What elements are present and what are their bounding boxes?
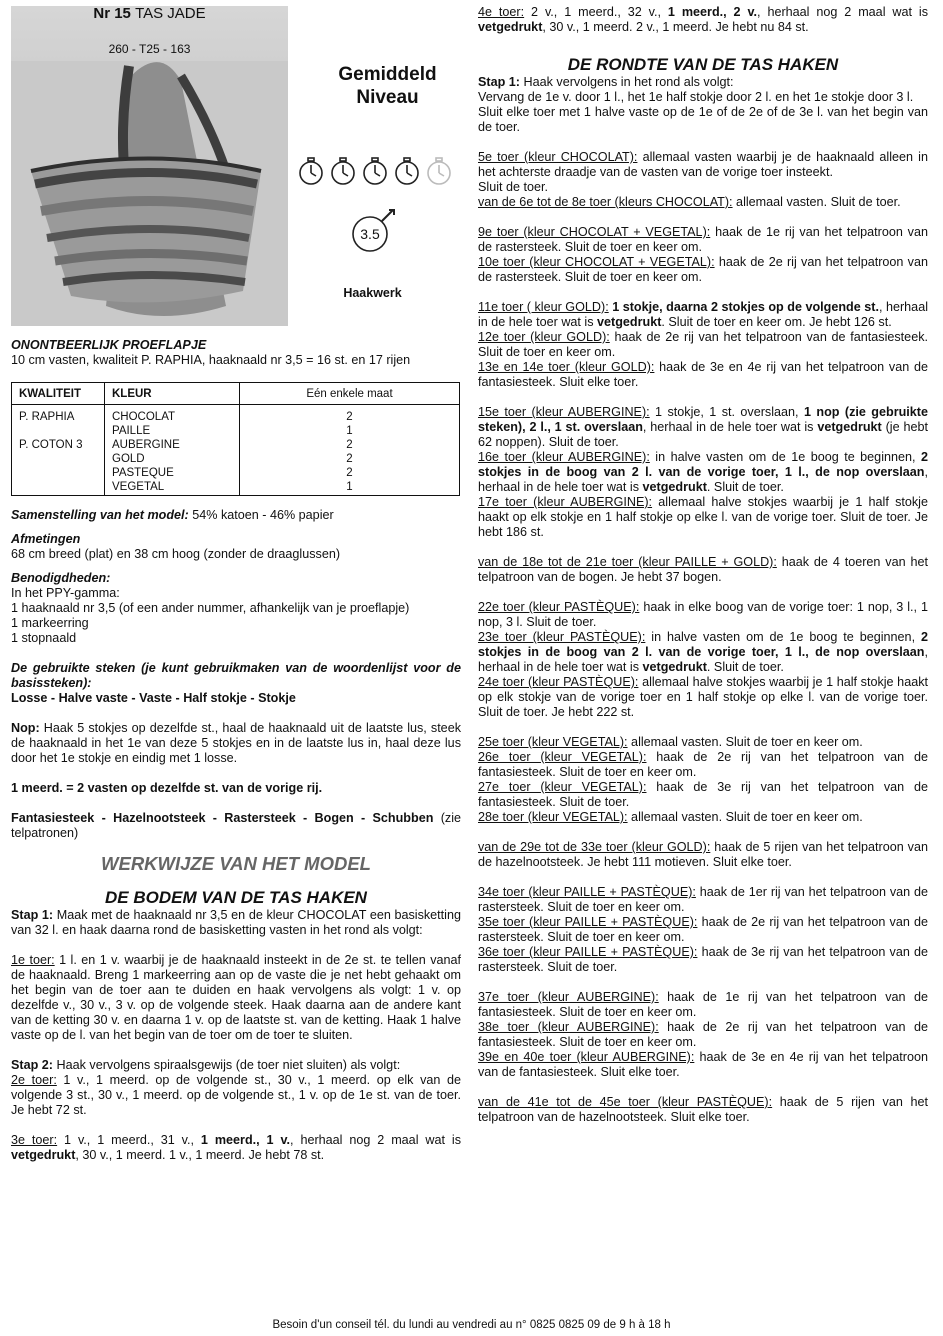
table-cell	[12, 452, 105, 466]
crochet-hook-icon	[349, 207, 397, 255]
stopwatch-icon	[364, 158, 386, 184]
dimensions-heading: Afmetingen	[11, 532, 81, 546]
bottom-round2: 2e toer: 1 v., 1 meerd. op de volgende st., 30 v., 1 meerd. op elk van de volgende 3 st., 30 v., 1 meerd. op de volgende st., 1 v. op de 1e st. van de toer. Je hebt 72 st.	[11, 1073, 461, 1117]
round-24: 24e toer (kleur PASTÈQUE): allemaal halve stokjes waarbij je 1 half stokje haakt op elk stokje van de vorige toer en 1 half stokje op elke l. van de vorige toer. Sluit de toer. Je hebt 222 st.	[478, 675, 928, 719]
round-37: 37e toer (kleur AUBERGINE): haak de 1e rij van het telpatroon van de fantasiesteek. Sluit de toer en keer om.	[478, 990, 928, 1019]
body-step1-line2: Vervang de 1e v. door 1 l., het 1e half stokje door 2 l. en het 1e stokje door 3 l.	[478, 90, 914, 104]
difficulty-line1: Gemiddeld	[338, 64, 437, 85]
round-22: 22e toer (kleur PASTÈQUE): haak in elke boog van de vorige toer: 1 nop, 3 l., 1 nop, 3 l. Sluit de toer.	[478, 600, 928, 629]
stitches-heading: De gebruikte steken (je kunt gebruikmaken van de woordenlijst voor de basissteken):	[11, 661, 461, 690]
table-cell: CHOCOLAT	[105, 405, 240, 425]
round-25: 25e toer (kleur VEGETAL): allemaal vasten. Sluit de toer en keer om.	[478, 735, 863, 749]
round-16: 16e toer (kleur AUBERGINE): in halve vasten om de 1e boog te beginnen, 2 stokjes in de boog van 2 l. van de vorige toer, 1 l., de nop overslaan, herhaal in de hele toer wat is vetgedrukt. Sluit de toer.	[478, 450, 928, 494]
difficulty-line2: Niveau	[356, 87, 419, 108]
table-cell: VEGETAL	[105, 480, 240, 496]
product-photo	[11, 6, 288, 326]
table-cell: P. COTON 3	[12, 438, 105, 452]
technique-label: Haakwerk	[343, 286, 402, 300]
round-38: 38e toer (kleur AUBERGINE): haak de 2e rij van het telpatroon van de fantasiesteek. Sluit de toer en keer om.	[478, 1020, 928, 1049]
round-10: 10e toer (kleur CHOCOLAT + VEGETAL): haak de 2e rij van het telpatroon van de rastersteek. Sluit de toer en keer om.	[478, 255, 928, 284]
table-cell: PASTEQUE	[105, 466, 240, 480]
round-17: 17e toer (kleur AUBERGINE): allemaal halve stokjes waarbij je 1 half stokje haakt op elk stokje en 1 half stokje op elke l. van de vorige toer. Sluit de toer. Je hebt 186 st.	[478, 495, 928, 539]
pattern-reference: 260 - T25 - 163	[108, 42, 191, 56]
round-12: 12e toer (kleur GOLD): haak de 2e rij van het telpatroon van de fantasiesteek. Sluit de toer en keer om.	[478, 330, 928, 359]
table-header-cell: KLEUR	[105, 383, 240, 405]
table-cell: AUBERGINE	[105, 438, 240, 452]
round-18-21: van de 18e tot de 21e toer (kleur PAILLE + GOLD): haak de 4 toeren van het telpatroon van de bogen. Je hebt 37 bogen.	[478, 555, 928, 584]
stopwatch-icon	[300, 158, 322, 184]
table-header-cell: KWALITEIT	[12, 383, 105, 405]
pattern-stitches: Fantasiesteek - Hazelnootsteek - Rastersteek - Bogen - Schubben (zie telpatronen)	[11, 811, 461, 840]
pattern-title: Nr 15 TAS JADE	[93, 6, 206, 22]
round-6-8: van de 6e tot de 8e toer (kleurs CHOCOLAT): allemaal vasten. Sluit de toer.	[478, 195, 901, 209]
increase-definition: 1 meerd. = 2 vasten op dezelfde st. van de vorige rij.	[11, 781, 323, 795]
materials-heading: Benodigdheden:	[11, 571, 111, 585]
round-41-45: van de 41e tot de 45e toer (kleur PASTÈQUE): haak de 5 rijen van het telpatroon van de hazelnootsteek. Sluit elke toer.	[478, 1095, 928, 1124]
materials-line: In het PPY-gamma:	[11, 586, 120, 600]
table-cell: 2	[240, 438, 460, 452]
table-cell: GOLD	[105, 452, 240, 466]
table-cell	[12, 480, 105, 496]
table-cell: 2	[240, 405, 460, 425]
stitches-list: Losse - Halve vaste - Vaste - Half stokje - Stokje	[11, 691, 296, 705]
yarn-table	[11, 382, 460, 496]
right-column	[478, 5, 928, 1125]
yarn-table-header	[12, 383, 460, 405]
materials-line: 1 markeerring	[11, 616, 89, 630]
bottom-step1: Stap 1: Maak met de haaknaald nr 3,5 en de kleur CHOCOLAT een basisketting van 32 l. en haak daarna rond de basisketting vasten in het rond als volgt:	[11, 908, 461, 937]
round-34: 34e toer (kleur PAILLE + PASTÈQUE): haak de 1er rij van het telpatroon van de rastersteek. Sluit de toer en keer om.	[478, 885, 928, 914]
table-cell: 1	[240, 480, 460, 496]
round-9: 9e toer (kleur CHOCOLAT + VEGETAL): haak de 1e rij van het telpatroon van de rastersteek. Sluit de toer en keer om.	[478, 225, 928, 254]
bottom-heading: DE BODEM VAN DE TAS HAKEN	[105, 888, 367, 907]
difficulty-level	[300, 63, 475, 109]
body-step1-line3: Sluit elke toer met 1 halve vaste op de 1e of de 2e of de 3e l. van het begin van de toer.	[478, 105, 928, 134]
bottom-round4: 4e toer: 2 v., 1 meerd., 32 v., 1 meerd., 2 v., herhaal nog 2 maal wat is vetgedrukt, 30 v., 1 meerd. 2 v., 1 meerd. Je hebt nu 84 st.	[478, 5, 928, 34]
gauge-text: 10 cm vasten, kwaliteit P. RAPHIA, haaknaald nr 3,5 = 16 st. en 17 rijen	[11, 353, 411, 367]
materials-line: 1 haaknaald nr 3,5 (of een ander nummer, afhankelijk van je proeflapje)	[11, 601, 410, 615]
round-15: 15e toer (kleur AUBERGINE): 1 stokje, 1 st. overslaan, 1 nop (zie gebruikte steken), 2 l., 1 st. overslaan, herhaal in de hele toer wat is vetgedrukt (je hebt 62 noppen). Sluit de toer.	[478, 405, 928, 449]
round-23: 23e toer (kleur PASTÈQUE): in halve vasten om de 1e boog te beginnen, 2 stokjes in de boog van 2 l. van de vorige toer, 1 l., de nop overslaan, herhaal in de hele toer wat is vetgedrukt. Sluit de toer.	[478, 630, 929, 674]
round-5-close: Sluit de toer.	[478, 180, 549, 194]
body-heading: DE RONDTE VAN DE TAS HAKEN	[567, 55, 839, 74]
round-28: 28e toer (kleur VEGETAL): allemaal vasten. Sluit de toer en keer om.	[478, 810, 863, 824]
round-5: 5e toer (kleur CHOCOLAT): allemaal vasten waarbij je de haaknaald alleen in het achterste draadje van de vasten van de vorige toer insteekt.	[478, 150, 928, 179]
table-cell: PAILLE	[105, 424, 240, 438]
stopwatch-icon-inactive	[428, 158, 450, 184]
left-column	[11, 338, 461, 1163]
table-row	[12, 452, 460, 466]
round-35: 35e toer (kleur PAILLE + PASTÈQUE): haak de 2e rij van het telpatroon van de rastersteek. Sluit de toer en keer om.	[478, 915, 929, 944]
stopwatch-icon	[396, 158, 418, 184]
table-row	[12, 424, 460, 438]
table-header-cell: Eén enkele maat	[240, 383, 460, 405]
nop-definition: Nop: Haak 5 stokjes op dezelfde st., haal de haaknaald uit de laatste lus, steek de haaknaald in het 1e van deze 5 stokjes en in de laatste lus in, haal deze lus door het 1e stokje en eindig met 1 losse.	[11, 721, 461, 765]
table-row	[12, 405, 460, 425]
difficulty-stopwatch-icons	[297, 155, 457, 187]
table-cell: 2	[240, 466, 460, 480]
round-26: 26e toer (kleur VEGETAL): haak de 2e rij van het telpatroon van de fantasiesteek. Sluit de toer en keer om.	[478, 750, 928, 779]
bottom-round3: 3e toer: 1 v., 1 meerd., 31 v., 1 meerd., 1 v., herhaal nog 2 maal wat is vetgedrukt, 30 v., 1 meerd. 1 v., 1 meerd. Je hebt 78 st.	[11, 1133, 461, 1162]
composition: Samenstelling van het model: 54% katoen - 46% papier	[11, 508, 334, 522]
table-cell	[12, 424, 105, 438]
materials-line: 1 stopnaald	[11, 631, 77, 645]
body-step1: Stap 1: Haak vervolgens in het rond als volgt:	[478, 75, 734, 89]
table-cell: P. RAPHIA	[12, 405, 105, 425]
table-cell: 2	[240, 452, 460, 466]
table-row	[12, 466, 460, 480]
footer-contact: Besoin d'un conseil tél. du lundi au vendredi au n° 0825 0825 09 de 9 h à 18 h	[272, 1319, 671, 1331]
round-27: 27e toer (kleur VEGETAL): haak de 3e rij van het telpatroon van de fantasiesteek. Sluit de toer.	[478, 780, 928, 809]
hook-size: 3.5	[360, 226, 380, 242]
round-39-40: 39e en 40e toer (kleur AUBERGINE): haak de 3e en 4e rij van het telpatroon van de fantasiesteek. Sluit elke toer.	[478, 1050, 928, 1079]
table-row	[12, 480, 460, 496]
round-13-14: 13e en 14e toer (kleur GOLD): haak de 3e en 4e rij van het telpatroon van de fantasiesteek. Sluit elke toer.	[478, 360, 929, 389]
bottom-round1: 1e toer: 1 l. en 1 v. waarbij je de haaknaald insteekt in de 2e st. te tellen vanaf de haaknaald. Breng 1 markeerring aan op de vaste die je net hebt gehaakt om het begin van de toer aan te duiden en haak vervolgens als volgt: 1 v. op dezelfde v., 30 v., 3 v. op de volgende steek. Haak daarna aan de andere kant van de ketting 30 v. en daarna 1 v. op de laatste st. van de ketting. Haak 1 halve vaste op de l. van het begin van de toer om de toer te sluiten.	[11, 953, 461, 1042]
gauge-heading: ONONTBEERLIJK PROEFLAPJE	[11, 338, 207, 352]
stopwatch-icon	[332, 158, 354, 184]
table-cell: 1	[240, 424, 460, 438]
round-36: 36e toer (kleur PAILLE + PASTÈQUE): haak de 3e rij van het telpatroon van de rastersteek. Sluit de toer.	[478, 945, 929, 974]
table-cell	[12, 466, 105, 480]
table-row	[12, 438, 460, 452]
bottom-step2: Stap 2: Haak vervolgens spiraalsgewijs (de toer niet sluiten) als volgt:	[11, 1058, 401, 1072]
method-heading: WERKWIJZE VAN HET MODEL	[101, 853, 371, 874]
round-11: 11e toer ( kleur GOLD): 1 stokje, daarna 2 stokjes op de volgende st., herhaal in de hele toer wat is vetgedrukt. Sluit de toer en keer om. Je hebt 126 st.	[478, 300, 928, 329]
dimensions-text: 68 cm breed (plat) en 38 cm hoog (zonder de draaglussen)	[11, 547, 341, 561]
round-29-33: van de 29e tot de 33e toer (kleur GOLD): haak de 5 rijen van het telpatroon van de hazelnootsteek. Je hebt 111 motieven. Sluit elke toer.	[478, 840, 928, 869]
